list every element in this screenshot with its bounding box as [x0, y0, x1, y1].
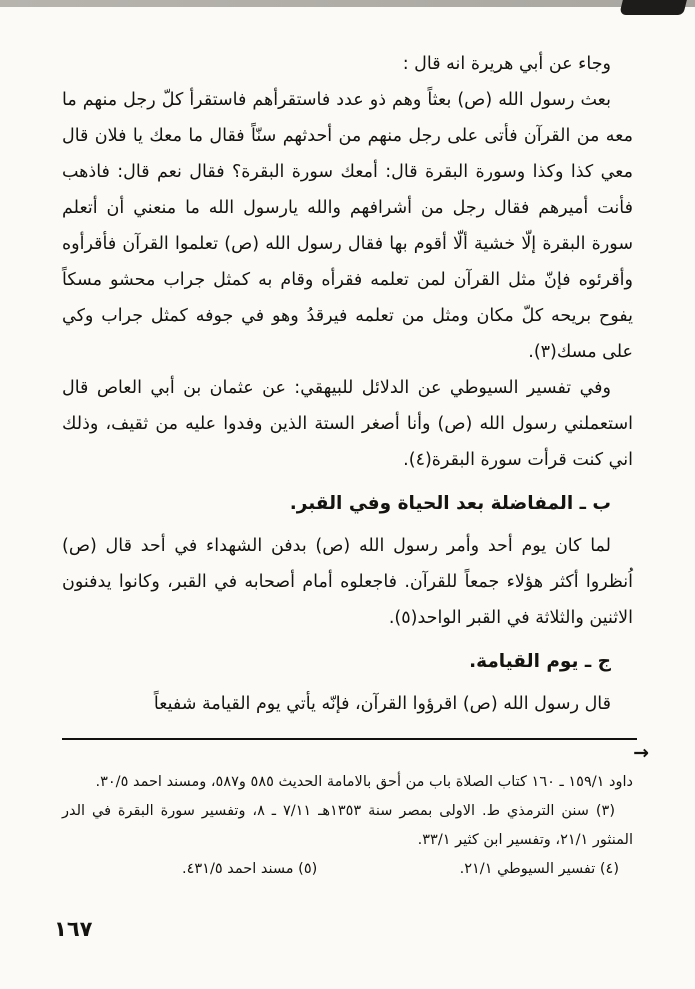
footnote-row-4-5	[62, 855, 633, 884]
scan-artifact-corner-mark	[619, 0, 687, 15]
footnote-5: (٥) مسند احمد ٤٣١/٥.	[182, 861, 318, 877]
intro-line: وجاء عن أبي هريرة انه قال :	[402, 54, 611, 74]
footnote-continuation-row	[0, 740, 695, 766]
suyuti-paragraph: وفي تفسير السيوطي عن الدلائل للبيهقي: عن عثمان بن أبي العاص قال استعملني رسول الله (ص) وأنا أصغر الستة الذين وفدوا عليه من ثقيف، وذلك اني كنت قرأت سورة البقرة(٤).	[62, 378, 633, 470]
section-heading-b: ب ـ المفاضلة بعد الحياة وفي القبر.	[289, 493, 611, 514]
footnote-2-continuation: داود ١٥٩/١ ـ ١٦٠ كتاب الصلاة باب من أحق بالامامة الحديث ٥٨٥ و٥٨٧، ومسند احمد ٣٠/٥.	[95, 774, 633, 790]
hadith-paragraph-1: بعث رسول الله (ص) بعثاً وهم ذو عدد فاستقرأهم فاستقرأ كلّ رجل منهم ما معه من القرآن فأتى على رجل منهم من أحدثهم سنّاً فقال ما معك يا فلان قال معي كذا وكذا وسورة البقرة قال: أمعك سورة البقرة؟ فقال نعم قال: فاذهب فأنت أميرهم فقال رجل من أشرافهم والله يارسول الله ما منعني أن أتعلم سورة البقرة إلّا خشية ألّا أقوم بها فقال رسول الله (ص) تعلموا القرآن فأقرأوه وأقرئوه فإنّ مثل القرآن لمن تعلمه فقرأه وقام به كمثل جراب محشو مسكاً يفوح بريحه كلّ مكان ومثل من تعلمه فيرقدُ وهو في جوفه كمثل جراب وكي على مسك(٣).	[62, 90, 633, 362]
uhud-paragraph: لما كان يوم أحد وأمر رسول الله (ص) بدفن الشهداء في أحد قال (ص) اُنظروا أكثر هؤلاء جمعاً للقرآن. فاجعلوه أمام أصحابه في القبر، وكانوا يدفنون الاثنين والثلاثة في القبر الواحد(٥).	[62, 536, 633, 628]
section-heading-c: ج ـ يوم القيامة.	[469, 651, 611, 672]
scan-artifact-top-strip	[0, 0, 695, 7]
footnotes-block	[0, 766, 695, 884]
footnote-3: (٣) سنن الترمذي ط. الاولى بمصر سنة ١٣٥٣هـ ٧/١١ ـ ٨، وتفسير سورة البقرة في الدر المنثور ٢١/١، وتفسير ابن كثير ٣٣/١.	[62, 803, 633, 848]
continuation-arrow-icon: →	[633, 742, 647, 764]
footnote-4: (٤) تفسير السيوطي ٢١/١.	[459, 861, 619, 877]
qiyama-paragraph: قال رسول الله (ص) اقرؤوا القرآن، فإنّه يأتي يوم القيامة شفيعاً	[153, 694, 611, 714]
page-number: ١٦٧	[54, 917, 93, 941]
